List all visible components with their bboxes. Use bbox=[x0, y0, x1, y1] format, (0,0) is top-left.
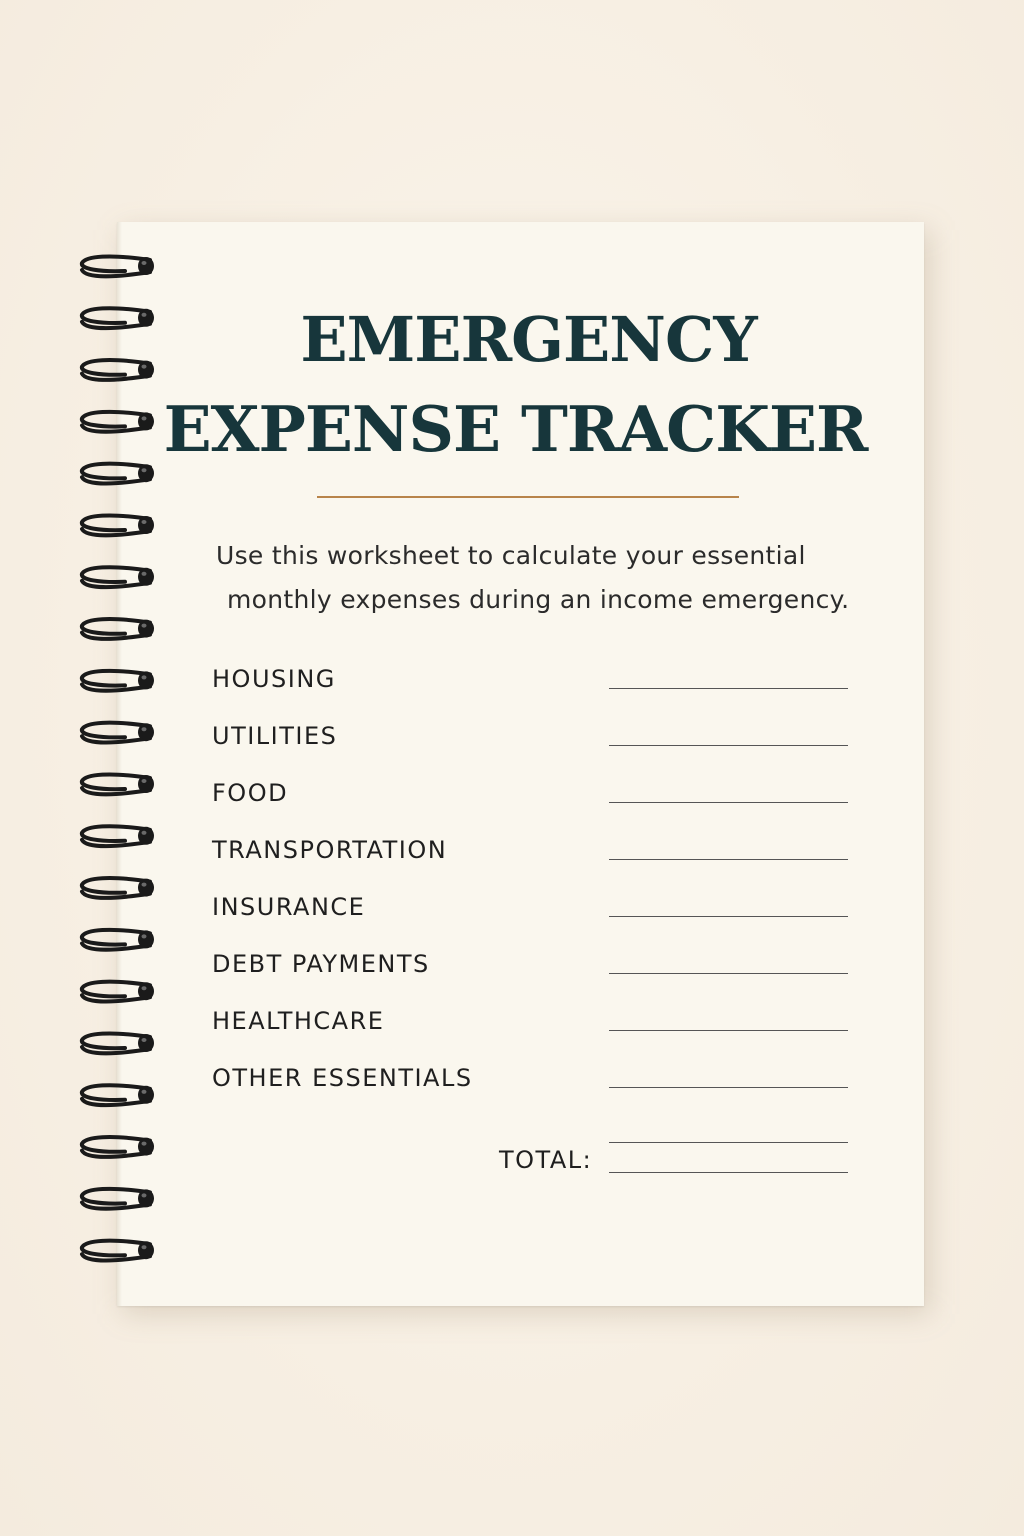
expense-row-label: INSURANCE bbox=[212, 893, 366, 921]
expense-amount-line[interactable] bbox=[609, 1087, 848, 1088]
spiral-ring bbox=[82, 567, 154, 587]
expense-row bbox=[212, 781, 852, 821]
expense-row-label: DEBT PAYMENTS bbox=[212, 950, 430, 978]
expense-row bbox=[212, 1066, 852, 1106]
expense-row-label: OTHER ESSENTIALS bbox=[212, 1064, 473, 1092]
spiral-ring bbox=[82, 1033, 154, 1053]
expense-amount-line[interactable] bbox=[609, 1030, 848, 1031]
spiral-ring bbox=[82, 464, 154, 484]
spiral-binding-icon bbox=[0, 0, 170, 1536]
spiral-ring bbox=[82, 1189, 154, 1209]
title-line-2: EXPENSE TRACKER bbox=[163, 392, 868, 466]
spiral-ring bbox=[82, 515, 154, 535]
expense-amount-line[interactable] bbox=[609, 802, 848, 803]
spiral-ring bbox=[82, 1241, 154, 1261]
expense-row bbox=[212, 724, 852, 764]
expense-amount-line[interactable] bbox=[609, 859, 848, 860]
spiral-ring bbox=[82, 619, 154, 639]
expense-row-label: HEALTHCARE bbox=[212, 1007, 385, 1035]
intro-text-line-1: Use this worksheet to calculate your essential bbox=[216, 541, 806, 570]
expense-amount-line[interactable] bbox=[609, 973, 848, 974]
expense-row bbox=[212, 667, 852, 707]
title-line-1: EMERGENCY bbox=[300, 303, 757, 376]
spiral-ring bbox=[82, 671, 154, 691]
notebook-page bbox=[117, 222, 924, 1306]
expense-row bbox=[212, 895, 852, 935]
expense-amount-line[interactable] bbox=[609, 916, 848, 917]
expense-row bbox=[212, 952, 852, 992]
title-divider bbox=[317, 496, 739, 498]
expense-row bbox=[212, 1009, 852, 1049]
spiral-ring bbox=[82, 1085, 154, 1105]
expense-row bbox=[212, 838, 852, 878]
spiral-ring bbox=[82, 878, 154, 898]
spiral-ring bbox=[82, 1137, 154, 1157]
expense-row-label: TRANSPORTATION bbox=[212, 836, 448, 864]
spiral-ring bbox=[82, 982, 154, 1002]
intro-text-line-2: monthly expenses during an income emergency. bbox=[227, 585, 850, 614]
expense-row-label: HOUSING bbox=[212, 665, 336, 693]
total-label: TOTAL: bbox=[499, 1146, 593, 1174]
total-line[interactable] bbox=[609, 1172, 848, 1173]
expense-amount-line[interactable] bbox=[609, 688, 848, 689]
expense-row-label: UTILITIES bbox=[212, 722, 338, 750]
spiral-ring bbox=[82, 930, 154, 950]
total-line-upper bbox=[609, 1142, 848, 1143]
expense-amount-line[interactable] bbox=[609, 745, 848, 746]
spiral-ring bbox=[82, 256, 154, 276]
spiral-ring bbox=[82, 723, 154, 743]
spiral-ring bbox=[82, 774, 154, 794]
expense-row-label: FOOD bbox=[212, 779, 289, 807]
spiral-ring bbox=[82, 826, 154, 846]
